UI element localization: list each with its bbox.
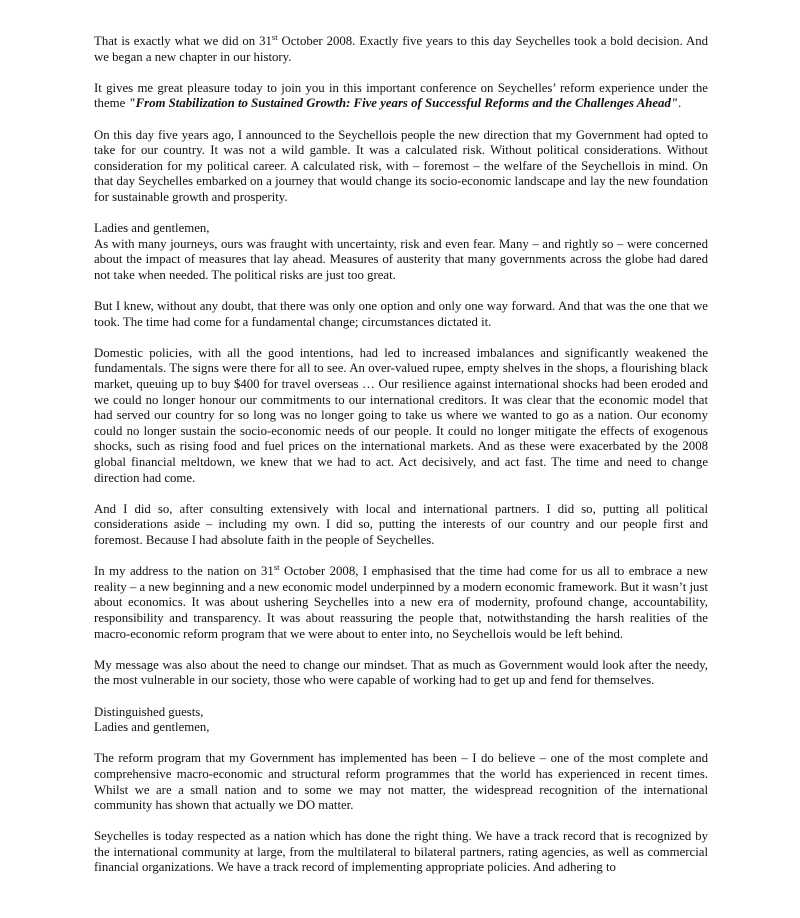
salutation: Ladies and gentlemen, — [94, 221, 210, 236]
document-page — [94, 34, 708, 892]
paragraph-track-record: Seychelles is today respected as a nation which has done the right thing. We have a track record that is recognized by the international community at large, from the multilateral to bilateral partners, rating agencies, as well as commercial financial organizations. We have a track record of implementing appropriate policies. And adhering to — [94, 829, 708, 875]
paragraph-address — [94, 564, 708, 642]
paragraph-mindset: My message was also about the need to change our mindset. That as much as Government would look after the needy, the most vulnerable in our society, those who were capable of working had to get up and fend for themselves. — [94, 657, 708, 688]
text-run: . — [677, 96, 682, 111]
paragraph-consulting: And I did so, after consulting extensively with local and international partners. I did so, putting all political considerations aside – including my own. I did so, putting the interests of our country and our people first and foremost. Because I had absolute faith in the people of Seychelles. — [94, 501, 708, 547]
text-run: October 2008, I emphasised that the time had come for us all to embrace a new reality – a new beginning and a new economic model underpinned by a modern economic framework. But it wasn’t just about economics. It was about ushering Seychelles into a new era of modernity, profound change, accountability, responsibility and transparency. It was about reassuring the people that, notwithstanding the harsh realities of the macro-economic reform program that we were about to enter into, no Seychellois would be left behind. — [94, 564, 709, 641]
text-run: In my address to the nation on 31 — [94, 564, 274, 579]
text-run: October 2008. Exactly five years to this day Seychelles took a bold decision. And we began a new chapter in our history. — [94, 34, 709, 64]
ordinal-suffix: st — [271, 32, 278, 42]
text-run: That is exactly what we did on 31 — [94, 34, 272, 48]
paragraph-conference — [94, 81, 708, 112]
paragraph-intro — [94, 34, 708, 65]
paragraph-domestic-policies: Domestic policies, with all the good intentions, had led to increased imbalances and significantly weakened the fundamentals. The signs were there for all to see. An over-valued rupee, empty shelves in the shops, a flourishing black market, queuing up to buy $400 for travel overseas … Our resilience against international shocks had been eroded and we could no longer honour our commitments to our international creditors. It was clear that the economic model that had served our country for so long was no longer going to take us where we wanted to go as a nation. Our economy could no longer sustain the socio-economic needs of our people. It could no longer mitigate the effects of exogenous shocks, such as rising food and fuel prices on the international markets. And as these were exacerbated by the 2008 global financial meltdown, we knew that we had to act. Act decisively, and act fast. The time and need to change direction had come. — [94, 345, 708, 485]
salutation: Ladies and gentlemen, — [94, 720, 210, 735]
salutation: Distinguished guests, — [94, 704, 204, 719]
paragraph-announcement: On this day five years ago, I announced to the Seychellois people the new direction that my Government had opted to take for our country. It was not a wild gamble. It was a calculated risk. Without political considerations. Without consideration for my political career. A calculated risk, with – foremost – the welfare of the Seychellois in mind. On that day Seychelles embarked on a journey that would change its socio-economic landscape and lay the new foundation for sustainable growth and prosperity. — [94, 127, 708, 204]
text-run: It gives me great pleasure today to join you in this important conference on Seychelles’ reform experience under the theme — [94, 80, 708, 111]
paragraph-reform-program: The reform program that my Government has implemented has been – I do believe – one of the most complete and comprehensive macro-economic and structural reform programmes that the world has experienced in recent times. Whilst we are a small nation and to some we may not matter, the widespread recognition of the international community has shown that actually we DO matter. — [94, 751, 708, 813]
conference-theme: "From Stabilization to Sustained Growth: Five years of Successful Reforms and the Challenges Ahead" — [128, 96, 678, 111]
paragraph-one-option: But I knew, without any doubt, that there was only one option and only one way forward. And that was the one that we took. The time had come for a fundamental change; circumstances dictated it. — [94, 299, 708, 329]
ordinal-suffix: st — [273, 562, 280, 573]
paragraph-journey: As with many journeys, ours was fraught with uncertainty, risk and even fear. Many – and rightly so – were concerned about the impact of measures that lay ahead. Measures of austerity that many governments across the globe had dared not take when needed. The political risks are just too great. — [94, 236, 708, 282]
